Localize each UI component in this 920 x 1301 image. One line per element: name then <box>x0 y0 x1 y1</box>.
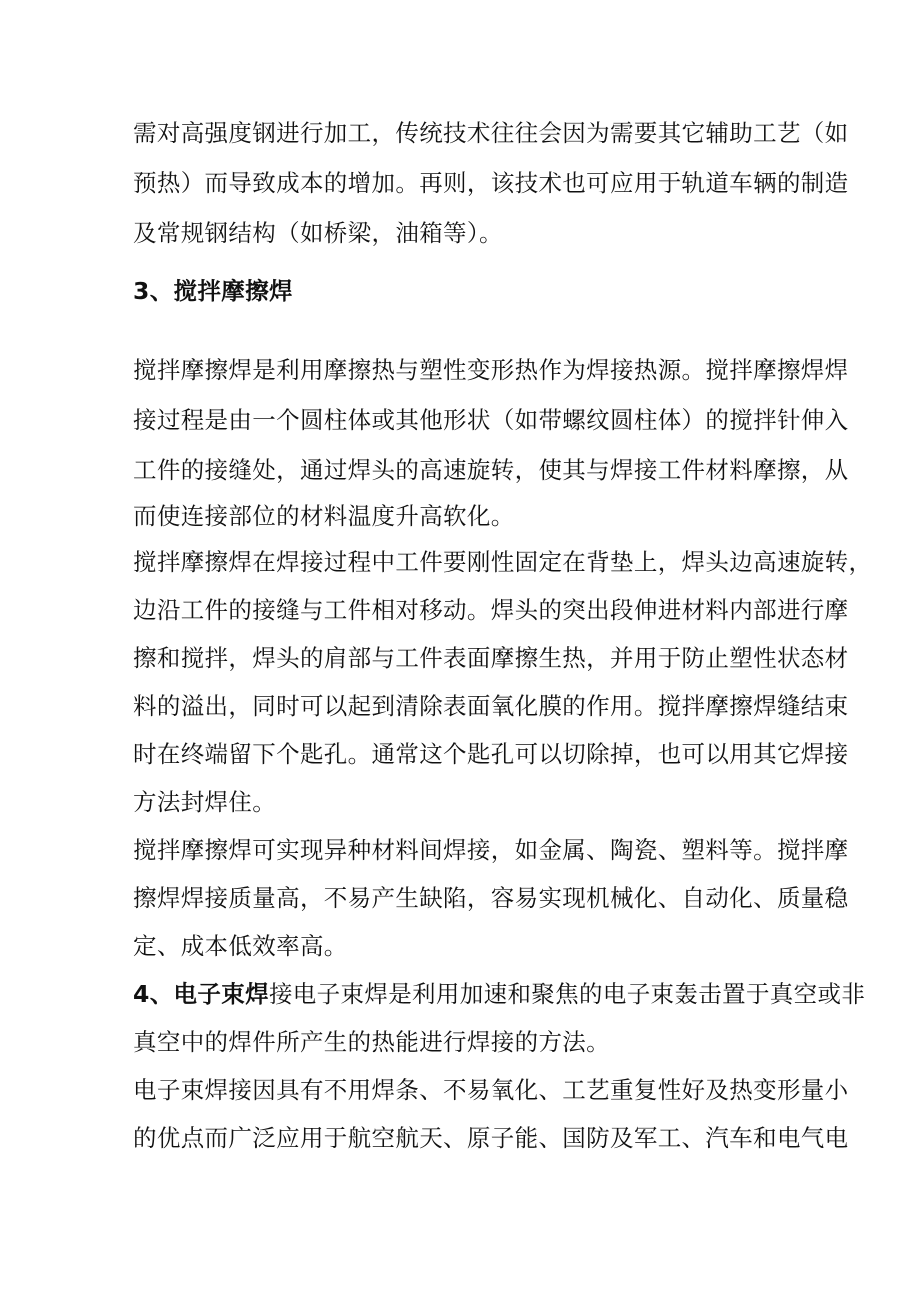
paragraph-1-line-2: 预热）而导致成本的增加。再则，该技术也可应用于轨道车辆的制造 <box>133 169 849 197</box>
paragraph-3-line-5: 时在终端留下个匙孔。通常这个匙孔可以切除掉，也可以用其它焊接 <box>133 740 849 768</box>
paragraph-2-line-2: 接过程是由一个圆柱体或其他形状（如带螺纹圆柱体）的搅拌针伸入 <box>133 406 849 434</box>
paragraph-3-line-1: 搅拌摩擦焊在焊接过程中工件要刚性固定在背垫上，焊头边高速旋转， <box>133 548 873 576</box>
paragraph-1-line-3: 及常规钢结构（如桥梁，油箱等）。 <box>133 219 503 247</box>
paragraph-1-line-1: 需对高强度钢进行加工，传统技术往往会因为需要其它辅助工艺（如 <box>133 119 849 147</box>
paragraph-4-line-3: 定、成本低效率高。 <box>133 932 348 960</box>
paragraph-5-line-2: 真空中的焊件所产生的热能进行焊接的方法。 <box>133 1028 610 1056</box>
paragraph-2-line-1: 搅拌摩擦焊是利用摩擦热与塑性变形热作为焊接热源。搅拌摩擦焊焊 <box>133 356 849 384</box>
paragraph-5-line-1-text: 接电子束焊是利用加速和聚焦的电子束轰击置于真空或非 <box>268 980 866 1008</box>
paragraph-6-line-2: 的优点而广泛应用于航空航天、原子能、国防及军工、汽车和电气电 <box>133 1124 849 1152</box>
section-heading-4: 4、电子束焊 <box>133 980 269 1008</box>
paragraph-2-line-3: 工件的接缝处，通过焊头的高速旋转，使其与焊接工件材料摩擦，从 <box>133 456 849 484</box>
paragraph-5-line-1 <box>133 979 865 1009</box>
paragraph-3-line-4: 料的溢出，同时可以起到清除表面氧化膜的作用。搅拌摩擦焊缝结束 <box>133 692 849 720</box>
paragraph-3-line-2: 边沿工件的接缝与工件相对移动。焊头的突出段伸进材料内部进行摩 <box>133 596 849 624</box>
paragraph-2-line-4: 而使连接部位的材料温度升高软化。 <box>133 502 515 530</box>
paragraph-6-line-1: 电子束焊接因具有不用焊条、不易氧化、工艺重复性好及热变形量小 <box>133 1076 849 1104</box>
paragraph-3-line-6: 方法封焊住。 <box>133 788 277 816</box>
paragraph-3-line-3: 擦和搅拌，焊头的肩部与工件表面摩擦生热，并用于防止塑性状态材 <box>133 644 849 672</box>
paragraph-4-line-2: 擦焊焊接质量高，不易产生缺陷，容易实现机械化、自动化、质量稳 <box>133 884 849 912</box>
paragraph-4-line-1: 搅拌摩擦焊可实现异种材料间焊接，如金属、陶瓷、塑料等。搅拌摩 <box>133 836 849 864</box>
section-heading-3: 3、搅拌摩擦焊 <box>133 277 293 305</box>
